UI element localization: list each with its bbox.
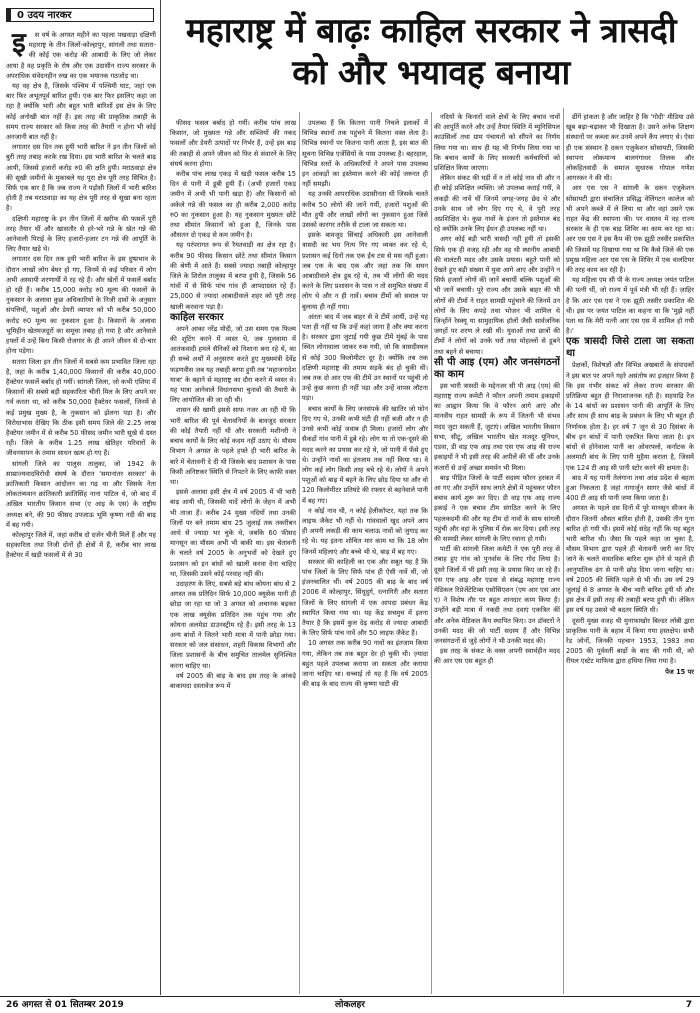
subheading: काहिल सरकार	[170, 311, 224, 323]
continued-note: पेज 15 पर	[665, 667, 694, 676]
column-rule	[299, 112, 300, 994]
paragraph: कोल्हापुर जिले में, जहां करीब दो दर्जन चीनी मिलें हैं और यह सहकारिता तथा निजी दोनों ही क्षेत्रों में हैं, करीब चार लाख हैक्टेयर में खड़ी फसलों में से 30	[6, 530, 156, 560]
paragraph: 10 अगस्त तक करीब 90 नावों का इंतजाम किया गया, लेकिन तब तक बहुत देर हो चुकी थी। ज़्यादा बहुत पहले उपलब्ध कराया जा सकता और कराया जाना चाहिए था। सच्चाई तो यह है कि वर्ष 2005 की बाढ़ के बाद राज्य की कृष्णा घाटी की	[302, 639, 428, 689]
paragraph: इससे अलावा इसी क्षेत्र में वर्ष 2005 में भी भारी बाढ़ आयी थी, जिसकी यादें लोगों के जेहन में अभी भी ताजा हैं। करीब 24 मुख्य नदियों तथा उनकी जिलों पर बने तमाम बांध 25 जुलाई तक तकरीबन आधे से ज्यादा भर चुके थे, जबकि 60 फीसद मानसून का मौसम अभी भी बाकी था। इस चेतावनी के चलते वर्ष 2005 के अनुभवों को देखते हुए प्रशासन को इन बांधों को खाली करवा देना चाहिए था, जिसकी उसने कोई परवाह नहीं की।	[170, 488, 296, 578]
paragraph: यह वह क्षेत्र है, जिसके पश्चिम में पश्चिमी घाट, जहां एक बार फिर अभूतपूर्व बारिश हुयी। एक बार फिर इसलिए कहा जा रहा है क्योंकि भारी और बहुत भारी बारिशों इस क्षेत्र के लिए कोई अनोखी बात नहीं हैं। इस तरह की प्राकृतिक तबाही के समय राज्य सरकार को किस तरह की तैयारी न होना भी कोई अनजानी बात नहीं है।	[6, 82, 156, 142]
paragraph: आर एस एस ने सांगली के दकन एजुकेशन सोसायटी द्वारा संचालित प्रसिद्ध वेलिंगटन कालेज को भी अपने कब्जे में ले लिया था और वहां उसने एक राहत केंद्र की स्थापना की। पर वास्तव में वह राज्य सरकार के ही एक बाढ़ शिविर का काम कर रहा था। आर एस एस ने इस कैंप की एक झूठी तस्वीर प्रकाशित की जिसमें यह दिखाया गया था कि कैसे जिले की एक प्रमुख महिला आर एस एस के शिविर में एक वालंटियर की तरह काम कर रही है।	[566, 184, 694, 275]
paragraph: करीब पांच लाख एकड़ में खड़ी फसल करीब 15 दिन से पानी में डूबी हुयी हैं। (अभी हजारों एकड़ जमीन में अभी भी पानी खड़ा है) और किसानों को अकेले गन्ने की फसल का ही करीब 2,000 करोड़ रु0 का नुकसान हुआ है। यह नुकसान मुख्यतः छोटे तथा सीमांत किसानों को हुआ है, जिनके पास औसतन दो एकड़ से कम जमीन है।	[170, 170, 296, 240]
paragraph: नदियों के किनारों वाले क्षेत्रों के लिए बचाव नावों की आपूर्ति करने और उन्हें तैयार स्थिति में म्युनिसिपल काउंसिलों तथा ग्राम पंचायतों को सौंपने का निर्णय लिया गया था। साथ ही यह भी निर्णय लिया गया था कि बचाव कार्यों के लिए सरकारी कर्मचारियों को प्रशिक्षित किया जाएगा।	[434, 113, 560, 173]
paragraph: बाढ़ पीड़ित जिलों के पार्टी सदस्य फौरन हरकत में आ गए और उन्होंने साथ लगते क्षेत्रों में पहुंचकर फौरन बचाव कार्य शुरू कर दिए। डी वाइ एफ आइ राज्य इकाई ने एक बचाव टीम संगठित करने के लिए पहलकदमी की और यह टीम दो नावों के साथ सांगली पहुंची और वहां के पुलिस में रोक कर दिया। इसी तरह की सामग्री लेकर सांगली के लिए रवाना हो गयी।	[434, 473, 560, 543]
paragraph: प्रेक्षकों, विशेषज्ञों और विभिन्न अखबारों के संपादकों ने इस बात पर अपने गहरे असंतोष का इजहार किया है कि इस गंभीर संकट को लेकर राज्य सरकार की प्रतिक्रिया बहुत ही निराशाजनक रही है। सहयाद्रि रेंज के 14 बांधों का प्रशासन पानी की आपूर्ति के लिए और साथ ही साथ बाढ़ के प्रबंधन के लिए भी बहुत ही निर्णायक होता है। हर वर्ष 7 जून से 30 दिसंबर के बीच इन बांधों में पानी एकत्रित किया जाता है। इन बांधों से होनेवाला पानी का ओवरफ्लो, कर्नाटक के अलमाटी बांध के लिए पानी मुहैया कराता है, जिसमें एक 124 टी आइ सी पानी स्टोर करने की क्षमता है।	[566, 361, 694, 472]
paragraph: इस भारी त्रासदी के मद्देनजर सी पी आइ (एम) की महाराष्ट्र राज्य कमेटी ने फौरन अपनी तमाम इकाइयों का आह्वान किया कि वे फौरन आगे आएं और मानवीय राहत सामग्री के रूप में जितनी भी संभव मदद जुटा सकती हैं, जुटाएं। अखिल भारतीय किसान सभा, सीटू, अखिल भारतीय खेत मजदूर यूनियन, एडवा, डी वाइ एफ आइ तथा एस एफ आइ की राज्य इकाइयों ने भी इसी तरह की अपीलें की थीं और उनके कतारों से उन्हें अच्छा समर्थन भी मिला।	[434, 381, 560, 472]
paragraph: पार्टी की सांगली जिला कमेटी ने एक पूरी तरह से तबाह हुए गांव को पुनर्वास के लिए गोद लिया है। दूसरे जिलों में भी इसी तरह के प्रयास किए जा रहे हैं। एस एफ आइ और एडवा से संबद्ध महाराष्ट्र राज्य मेडिकल रिप्रेजेंटेटिव्स एसोसिएशन (एम आर एस आर ए) ने विशेष तौर पर बहुत शानदार काम किया है। उन्होंने बड़ी मात्रा में नकदी तथा दवाएं एकत्रित कीं और अनेक मेडिकल कैंप स्थापित किए। उन डॉक्टरों ने उनकी मदद की जो पार्टी सदस्य हैं और विभिन्न जनसंगठनों से जुड़े लोगों ने भी उनकी मदद की।	[434, 545, 560, 645]
column-rule	[431, 112, 432, 994]
paragraph: ढींगें हांकता है और जाहिर है कि 'गोदी' मीडिया उसे खूब बढ़ा-चढ़ाकर भी दिखाता है। उसने अनेक शिक्षण संस्थानों पर कब्जा कर उनमें अपने कैंप लगाए थे। ऐसा ही एक संस्थान है दकन एजुकेशन सोसायटी, जिसकी स्थापना लोकमान्य बालगंगाधर तिलक और लोकहितवादी के समाज सुधारक गोपाल गणेश आगरकर ने की थी।	[566, 113, 694, 183]
paragraph: दक्षिणी महाराष्ट्र के इन तीन जिलों में खरीफ की फसलें पूरी तरह तैयार थीं और खासतौर से हरे-भरे गन्ने के खेत गन्ने की आनेवाली पिराई के लिए हजारों-हजार टन गन्ने की आपूर्ति के लिए तैयार खड़े थे।	[6, 214, 156, 254]
paragraph: अगस्त के पहले दस दिनों में पूरे मानसून सीजन के दौरान जितनी औसत बारिश होती है, उसकी तीन गुना बारिश हो गयी थी। इसमें कोई संदेह नहीं कि यह बहुत भारी बारिश थी। जैसा कि पहले कहा जा चुका है, मौसम विभाग द्वारा पहले ही चेतावनी जारी कर दिए जाने के चलते वास्तविक बारिश शुरू होने से पहले ही आनुपातिक ढंग से पानी छोड़ दिया जाना चाहिए था। वर्ष 2005 की स्थिति पहले से भी थी। उस वर्ष 29 जुलाई से 8 अगस्त के बीच भारी बारिश हुयी थी और इस क्षेत्र में इसी तरह की तबाही बरपा हुयी थी। लेकिन इस वर्ष यह उससे भी बदतर स्थिति थी।	[566, 504, 694, 615]
paragraph-text: स वर्ष के अगस्त महीने का पहला पखवाड़ा दक्षिणी महाराष्ट्र के तीन जिलों-कोल्हापुर, सांगली तथा सतारा-की कोई एक करोड़ की आबादी के लिए जो लेकर आया है वह प्रकृति के रोष और एक उदासीन राज्य सरकार के अपराधिक संवेदनहीन रुख का एक भयानक गठजोड़ था।	[6, 31, 156, 80]
subheading: एक त्रासदी जिसे टाला जा सकता था	[566, 336, 694, 360]
paragraph: वर्ष 2005 की बाढ़ के बाद इस तरह के आंकड़े बाकायदा दस्तावेज रूप में	[170, 671, 296, 690]
paragraph: दूसरी मुख्य वजह थी मुनाफाखोर बिल्डर लॉबी द्वारा प्राकृतिक पानी के बहाव में किया गया हस्तक्षेप। सभी रेड जोनों, जिनकी पहचान 1953, 1983 तथा 2005 की पूर्ववर्ती बाढ़ों के बाद की गयी थी, को रीयल एस्टेट माफिया द्वारा हथिया लिया गया है।	[566, 616, 694, 666]
page-footer	[0, 996, 700, 1013]
paragraph: सरकार की काहिली का एक और सबूत यह है कि पांच जिलों के लिए सिर्फ पांच ही ऐसी नावें थीं, जो इंजनचालित थीं। वर्ष 2005 की बाढ़ के बाद वर्ष 2006 में कोल्हापुर, सिंधुदुर्ग, रत्नागिरी और सतारा जिलों के लिए सांगली में एक आपदा प्रबंधन केंद्र स्थापित किया गया था। यह केंद्र सचमुच में इतना तैयार है कि इसमें कुल देढ़ करोड़ से ज्यादा आबादी के लिए सिर्फ पांच नावें और 50 लाइफ जैकेट हैं।	[302, 557, 428, 638]
paragraph: इसके बावजूद सिंचाई अधिकारी इस आनेवाली त्रासदी का भय नित्य गिर गए व्यक्त कर रहे थे, प्रशासन कई दिनों तक एक ईंच टस से मस नहीं हुआ। जब एक के बाद एक और जहां तक कि सघन आबादीवाले क्षेत्र डूब रहे थे, तब भी लोगों की मदद करने के लिए प्रशासन के पास न तो समुचित संख्या में लोग थे और न ही नावें। बचाव टीमों को सवाल पर बुलाया ही नहीं गया।	[302, 231, 428, 311]
paragraph: सतारा जिला इन तीन जिलों में सबसे कम प्रभावित जिला रहा है, जहां के करीब 1,40,000 किसानों की करीब 40,000 हैक्टेयर फसलें बर्बाद हो गयीं। सांगली जिला, जो कभी एशिया में किसानों की सबसे बड़ी सहकारिता चीनी मिल के लिए अपने घर गर्व करता था, को करीब 50,000 हैक्टेयर फसलों, जिनमें से कई प्रमुख मुख्य है, के नुकसान को झेलना पड़ा है। और विरोधाभास देखिए कि ठीक इसी समय जिले की 2.25 लाख हैक्टेयर जमीन में से करीब 50 फीसद जमीन भारी सूखे से ग्रस्त रही। जिले के करीब 1.25 लाख खेतिहर परिवारों के जीवनयापन के तमाम साधन खत्म हो गए हैं।	[6, 357, 156, 458]
publication-name: लोकलहर	[335, 1000, 365, 1010]
paragraph: अंततः बाद में जब बाहर से वे टीमें आयीं, उन्हें यह पता ही नहीं था कि उन्हें कहां जाना है और क्या करना है। सरकार द्वारा जुटाई गयी कुछ टीमें मुंबई के पास स्थित लोनावाला जाकर रुक गयी, जो कि त्रासदीस्थल से कोई 300 किलोमीटर दूर है। क्योंकि तब तक दक्षिणी महाराष्ट्र की तमाम सड़कें बंद हो चुकी थीं। जब तक दो आर एफ की टीमें उन स्थानों पर पहुंची तो उन्हें कुछ करना ही नहीं पड़ा और उन्हें वापस लौटना पड़ा।	[302, 312, 428, 403]
issue-date: 26 अगस्त से 01 सितम्बर 2019	[6, 1000, 124, 1010]
column-rule	[160, 0, 161, 995]
column-3	[302, 118, 428, 990]
headline: महाराष्ट्र में बाढ़ः काहिल सरकार ने त्रासदी को और भयावह बनाया	[185, 11, 677, 93]
paragraph: लगातार दस दिन तक हुयी भारी बारिश के इस दुष्प्रभाव के दौरान लाखों लोग बेघर हो गए, जिनमें से कई परिवार में लोग अभी अस्थायी शरणार्थी में रह रहे हैं। और खेतों में फसलें बर्बाद हो रही हैं। करीब 15,000 करोड़ रु0 मूल्य की फसलों के नुकसान के अलावा कुछ अधिकारियों के निजी दावों के अनुसार संपत्तियों, पशुओं और डेयरी व्यापार को भी करीब 50,000 करोड़ रु0 मूल्य का नुकसान हुआ है। किसानों के अलावा भूमिहीन खेतमजदूरों का समूचा तबाह हो गया है और आनेवाले हफ्तों में उन्हें बिना किसी रोजगार के ही अपने जीवन से दो-चार होना पड़ेगा।	[6, 255, 156, 356]
column-rule	[563, 108, 564, 994]
paragraph: यह उनकी आपराधिक उदासीनता थी जिसके चलते करीब 50 लोगों की जानें गयीं, हजारों पशुओं की मौत हुयी और लाखों लोगों का नुकसान हुआ जिसे उसको कारगर तरीके से टाला जा सकता था।	[302, 190, 428, 230]
paragraph: इस तरह के संकट के वक्त अपनी स्वार्थहीन मदद की आर एस एस बहुत ही	[434, 647, 560, 666]
paragraph: लेकिन संकट की घड़ी में न तो कोई नाव थी और न ही कोई प्रशिक्षित व्यक्ति। जो उपलब्ध कराई गयीं, वे लकड़ी की नावें थीं जिनमें जगह-जगह छेद थे और उनके साथ जो लोग दिए गए थे, वे पूरी तरह अप्रशिक्षित थे। कुछ नावों के इंजन तो इस्तेमाल बंद रहे क्योंकि उनके लिए ईंधन ही उपलब्ध नहीं था।	[434, 174, 560, 234]
column-1	[6, 30, 156, 992]
paragraph	[6, 30, 156, 81]
paragraph: बचाव कार्यों के लिए जनसंपर्क की खातिर जो फोन दिए गए थे, उनकी कभी घंटी ही नहीं बजी और न ही उनसे कभी कोई जवाब ही मिला। हजारों लोग और सैकड़ों गांव पानी में डूबे रहे। लोग या तो एक-दूसरे की मदद करने का प्रयास कर रहे थे, जो पानी में फँसे हुए थे। उन्होंने नावों का इंतजाम तक नहीं किया था। वे लोग कई लोग किसी तरह बचे रहे थे। लोगों ने अपने पशुओं को बाढ़ में बहने के लिए छोड़ दिया था और वो 120 किलोमीटर प्रतिघंटे की रफ्तार से बहनेवाले पानी में बह गए।	[302, 404, 428, 505]
paragraph: सांगली जिले का पालुस तालुका, जो 1942 के साम्राज्यवादविरोधी संघर्ष के दौरान 'समानांतर सरकार' के क्रांतिकारी किसान आंदोलन का गढ़ था और जिसके नेता लोकतंत्र्यवान क्रांतिकारी क्रांतिसिंह नाना पाटिल थे, जो बाद में अखिल भारतीय किसान सभा (ए आइ के एस) के राष्ट्रीय अध्यक्ष बने, की 90 फीसद उपजाऊ भूमि कृष्णा नदी की बाढ़ में बह गयी।	[6, 459, 156, 529]
paragraph: यह महिला एम सी पी के राज्य अध्यक्ष जयंत पाटिल की पत्नी थीं, जो राज्य में पूर्व मंत्री भी रही हैं। ज़ाहिर है कि आर एस एस ने एक झूठी तस्वीर प्रकाशित की थी। इस पर जयंत पाटिल का कहना था कि 'मुझे नहीं पता था कि मेरी पत्नी आर एस एस में शामिल हो गयी है।'	[566, 276, 694, 336]
column-4	[434, 112, 560, 990]
subheading: सी पी आइ (एम) और जनसंगठनों का काम	[434, 356, 560, 380]
column-2	[170, 118, 296, 990]
paragraph: बाद में यह पानी तेलंगाना तथा आंध्र प्रदेश से बहता हुआ निकलता है जहां नागार्जुन सागर जैसे बांधों में 400 टी आइ सी पानी जमा किया जाता है।	[566, 473, 694, 503]
author-byline: 0 उदय नारकर	[6, 8, 154, 22]
column-5	[566, 112, 694, 990]
paragraph: लगातार दस दिन तक हुयी भारी बारिश ने इन तीन जिलों को बुरी तरह तबाह करके रख दिया। इस भारी बारिश के चलते बाढ़ आयी, जिससे हजारों करोड़ रु0 की क्षति हुयी। मराठवाड़ा क्षेत्र की सूखी जमीनों के मुकाबले यह पूरा क्षेत्र पूरी तरह सिंचित है। सिर्फ़ एक बार है कि जब राज्य ने पड़ोसी जिलों में भारी बारिश होती है तब मराठवाड़ा का यह क्षेत्र पूरी तरह से सूखा बना रहता है।	[6, 143, 156, 213]
paragraph: फीसद फसल बर्बाद हो गयीं। करीब पांच लाख किसान, जो मुख्यतः गन्ने और सब्जियों की नकद फसलों और डेयरी उत्पादों पर निर्भर हैं, उन्हें इस बाढ़ की तबाही से अपने जीवन को फिर से संवारने के लिए संघर्ष करना होगा।	[170, 119, 296, 168]
paragraph: न कोई नाव थी, न कोई हेलीकॉप्टर, यहां तक कि लाइफ जैकेट भी नहीं थे। गांववालों खुद अपने आप ही अपनी लकड़ी की काम चलाऊ नावों को जुगाड़ कर रहे थे। यह इतना शोचित मार काम था कि 18 लोग जिनमें महिलाएं और बच्चे भी थे, बाढ़ में बह गए।	[302, 506, 428, 556]
paragraph: अगर कोई बड़ी भारी त्रासदी नहीं हुयी तो इसकी सिर्फ एक ही वजह रही और वह थी स्थानीय आबादी की वालंटरी मदद और उसके प्रयास। बहुते पानी को देखते हुए बड़ी संख्या में युवा आगे आए और उन्होंने न सिर्फ हजारों लोगों की जानें बचायीं बल्कि पशुओं की भी जानें बचायी। पूरे राज्य और उसके बाहर की भी लोगों की टीमों ने राहत सामग्री पहुंचाने की जिनमें उन लोगों के लिए कपड़े तथा भोजन भी शामिल थे जिन्होंने रेस्क्यू या सामुदायिक हॉलों जैसी सार्वजनिक जगहों पर शरण ले रखी थी। युवाओं तथा छात्रों की टीमों ने लोगों को उनके घरों तथा मोहल्लों से डूबने तथा बहने से बचाया।	[434, 235, 560, 356]
paragraph: उपलब्ध हैं कि कितना पानी निचले इलाकों में विभिन्न स्थानों तक पहुंचने में कितना वक्त लेता है। विभिन्न स्थानों पर कितना पानी आता है, इस बात की सूचना विभिन्न एजेंसियों के पास उपलब्ध है। बहरहाल, विभिन्न स्तरों के अधिकारियों ने अपने पास उपलब्ध इन आंकड़ों का इस्तेमाल करने की कोई जरूरत ही नहीं समझी।	[302, 119, 428, 189]
paragraph: उदाहरण के लिए, सबसे बड़े बांध कोयना बांध से 2 अगस्त तक प्रतिदिन सिर्फ 10,000 क्यूसेक पानी ही छोड़ा जा रहा था जो 3 अगस्त को अचानक बढ़कर एक लाख क्यूसेक प्रतिदिन तक पहुंच गया और कोयना अलमेडा डाउनस्ट्रीम रहे हैं। इसी तरह के 13 अन्य बांधों ने जितने भारी मात्रा में पानी छोड़ा गया। सरकार को जल संसाधन, शहरी विकास विभागों और जिला प्रशासनों के बीच समुचित तालमेल सुनिश्चित करना चाहिए था।	[170, 579, 296, 670]
paragraph: शासन की खामी इससे साफ नजर आ रही थी कि भारी बारिश की पूर्व चेतावनियों के बावजूद सरकार की कोई तैयारी नहीं थी और सरकारी मशीनरी ने बचाव कार्यों के लिए कोई कदम नहीं उठाए थे। मौसम विभाग ने अगस्त के पहले हफ्ते ही भारी बारिश के बारे में चेतावनी दे दी थी जिसके बाद प्रशासन के पास किसी अनिष्टकर स्थिति से निपटने के लिए काफी वक्त था।	[170, 406, 296, 486]
page-number: 7	[685, 1000, 692, 1010]
paragraph: यह परंपरागत रूप से रैयतवाड़ी का क्षेत्र रहा है। करीब 90 फीसद किसान छोटे तथा सीमांत किसान की श्रेणी में आते हैं। सबसे ज्यादा तबाही कोल्हापुर जिले के शिरोल तालुका में बरपा हुयी है, जिसके 56 गांवों में से सिर्फ पांच गांव ही आपदाग्रस्त रहे हैं। 25,000 से ज्यादा आबादीवाले शहर को पूरी तरह खाली करवाना पड़ा है।	[170, 241, 296, 311]
drop-cap: इ	[12, 30, 26, 59]
paragraph: अपने आका नरेंद्र मोदी, जो उस समय एक फिल्म की शूटिंग करने में व्यस्त थे, जब पुलवामा में आतंकवादी हमले सैनिकों को निशाना बना रहे थे, का ही सच्चे अर्थों में अनुसरण करते हुए मुख्यमंत्री देवेंद्र फड़णवीस जब यह तबाही बरपा हुयी तब 'महाजनादेश यात्रा' के बहाने से महाराष्ट्र का दौरा करने में व्यस्त थे। यह यात्रा आनेवाले विधानसभा चुनावों की तैयारी के लिए आयोजित की जा रही थी।	[170, 324, 296, 405]
